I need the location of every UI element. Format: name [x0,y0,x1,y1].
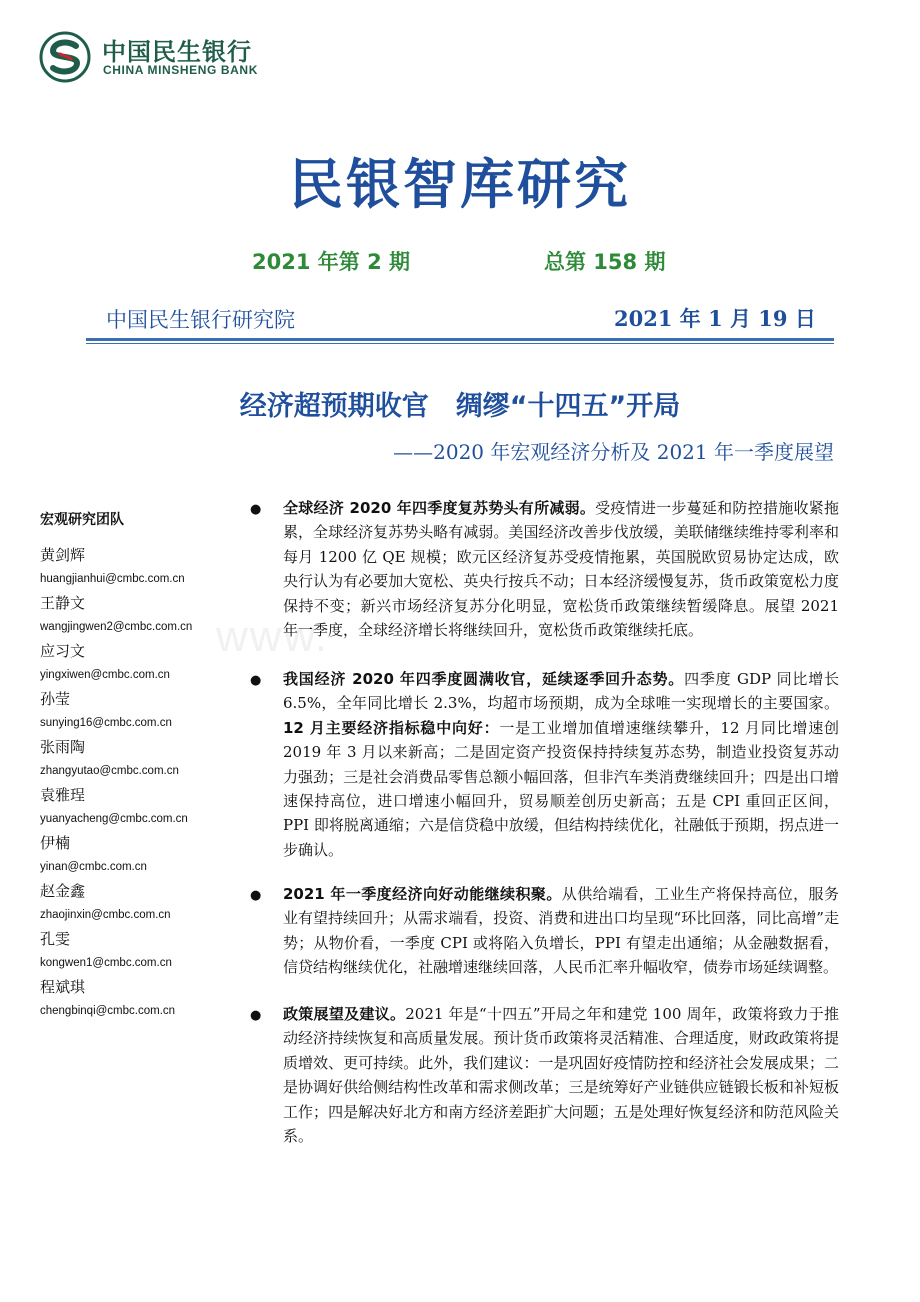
team-member [40,736,240,784]
member-email: wangjingwen2@cmbc.com.cn [40,621,193,633]
research-team [40,510,240,1024]
team-member [40,880,240,928]
member-email: zhangyutao@cmbc.com.cn [40,765,179,777]
member-email: yingxiwen@cmbc.com.cn [40,669,170,681]
summary-point-policy [283,1002,839,1148]
bank-logo-icon [38,30,92,84]
team-member [40,976,240,1024]
bank-name-en: CHINA MINSHENG BANK [103,63,258,77]
bank-name-cn: 中国民生银行 [102,38,252,66]
header-divider [86,338,834,341]
member-name: 张雨陶 [40,738,86,756]
point-text: 四季度 GDP 同比增长 6.5%，全年同比增长 2.3%，均超市场预期，成为全球唯一实现增长的主要国家。 [283,670,839,713]
member-email: sunying16@cmbc.com.cn [40,717,172,729]
member-name: 孔雯 [40,930,71,948]
point-subheading: 12 月主要经济指标稳中向好： [283,718,500,737]
bullet-icon: ● [250,1008,262,1023]
member-email: kongwen1@cmbc.com.cn [40,957,172,969]
member-email: yinan@cmbc.com.cn [40,861,147,873]
member-name: 赵金鑫 [40,882,86,900]
team-member [40,640,240,688]
watermark: www. [216,612,330,661]
point-heading: 全球经济 2020 年四季度复苏势头有所减弱。 [283,499,596,517]
publication-date: 2021 年 1 月 19 日 [614,306,816,331]
article-title: 经济超预期收官 绸缪“十四五”开局 [239,391,681,422]
team-member [40,784,240,832]
publication-title: 民银智库研究 [289,153,631,216]
bullet-icon: ● [250,888,262,903]
point-heading: 政策展望及建议。 [283,1005,406,1023]
point-heading: 我国经济 2020 年四季度圆满收官，延续逐季回升态势。 [283,670,685,688]
member-name: 程斌琪 [40,978,86,996]
point-text: 从供给端看，工业生产将保持高位，服务业有望持续回升；从需求端看，投资、消费和进出口均呈现“环比回落，同比高增”走势；从物价看，一季度 CPI 或将陷入负增长，PPI 有望走出通缩；从金融数据看，信贷结构继续优化，社融增速继续回落，人民币汇率升幅收窄，债券市场延续调整。 [283,885,839,977]
summary-point-china [283,667,839,862]
summary-point-outlook [283,882,839,980]
member-email: zhaojinxin@cmbc.com.cn [40,909,171,921]
team-member [40,688,240,736]
member-name: 王静文 [40,594,86,612]
issue-total: 总第 158 期 [544,250,666,274]
bullet-icon: ● [250,673,262,688]
team-member [40,928,240,976]
point-text: 受疫情进一步蔓延和防控措施收紧拖累，全球经济复苏势头略有减弱。美国经济改善步伐放缓，美联储继续维持零利率和每月 1200 亿 QE 规模；欧元区经济复苏受疫情拖累，英国脱欧贸易协定达成，欧央行认为有必要加大宽松、英央行按兵不动；日本经济缓慢复苏，货币政策宽松力度保持不变；新兴市场经济复苏分化明显，宽松货币政策继续暂缓降息。展望 2021 年一季度，全球经济增长将继续回升，宽松货币政策继续托底。 [283,499,839,640]
member-email: yuanyacheng@cmbc.com.cn [40,813,188,825]
member-name: 孙莹 [40,690,71,708]
member-name: 伊楠 [40,834,71,852]
article-subtitle: ——2020 年宏观经济分析及 2021 年一季度展望 [393,440,834,464]
team-member [40,592,240,640]
point-text-2: 一是工业增加值增速继续攀升，12 月同比增速创 2019 年 3 月以来新高；二是固定资产投资保持持续复苏态势，制造业投资复苏动力强劲；三是社会消费品零售总额小幅回落，但非汽车类消费继续回升；四是出口增速保持高位，进口增速小幅回升，贸易顺差创历史新高；五是 CPI 重回正区间，PPI 即将脱离通缩；六是信贷稳中放缓，但结构持续优化，社融低于预期，拐点进一步确认。 [283,718,839,859]
header-divider-thin [86,343,834,344]
member-name: 黄剑辉 [40,546,86,564]
team-title: 宏观研究团队 [40,512,124,528]
issue-number: 2021 年第 2 期 [252,250,410,274]
member-name: 应习文 [40,642,86,660]
member-name: 袁雅珵 [40,786,86,804]
team-member [40,832,240,880]
member-email: chengbinqi@cmbc.com.cn [40,1005,176,1017]
summary-point-global [283,496,839,642]
point-text: 2021 年是“十四五”开局之年和建党 100 周年，政策将致力于推动经济持续恢复和高质量发展。预计货币政策将灵活精准、合理适度，财政政策将提质增效、更可持续。此外，我们建议：一是巩固好疫情防控和经济社会发展成果；二是协调好供给侧结构性改革和需求侧改革；三是统筹好产业链供应链锻长板和补短板工作；四是解决好北方和南方经济差距扩大问题；五是处理好恢复经济和防范风险关系。 [283,1005,839,1146]
institute-name: 中国民生银行研究院 [106,308,295,332]
member-email: huangjianhui@cmbc.com.cn [40,573,185,585]
team-member [40,544,240,592]
bullet-icon: ● [250,502,262,517]
point-heading: 2021 年一季度经济向好动能继续积聚。 [283,885,562,903]
